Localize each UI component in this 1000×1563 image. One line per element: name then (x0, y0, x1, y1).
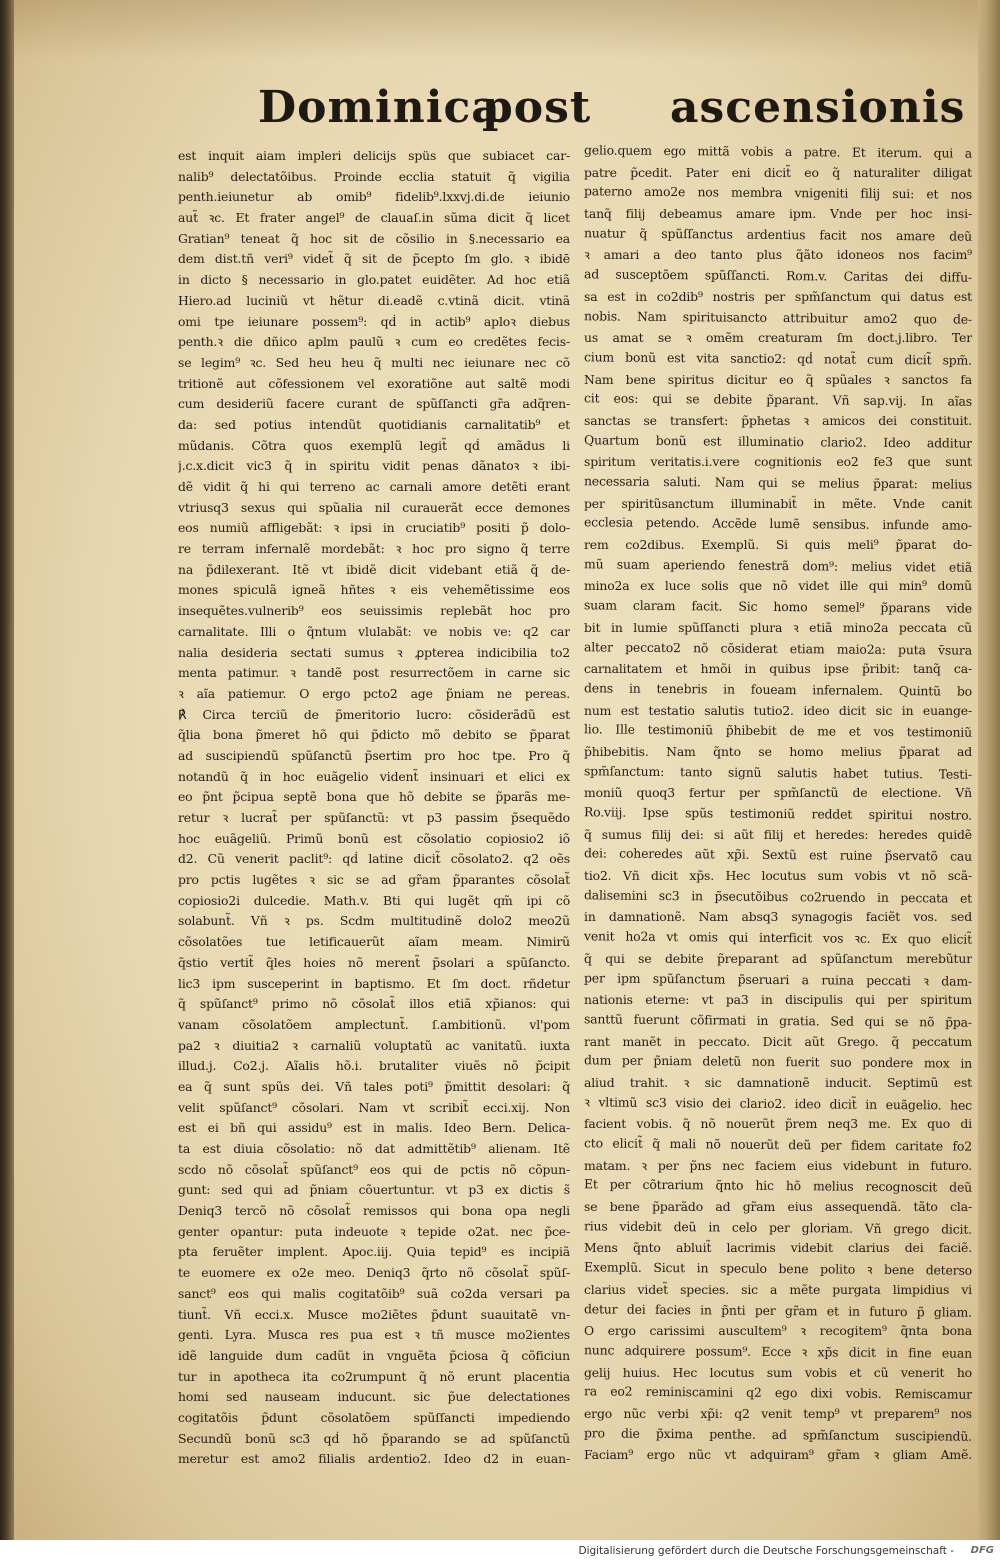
text-line: rem co2dibus. Exemplũ. Si quis meli⁹ p̃parat do- (584, 537, 972, 553)
footer-bar (0, 1540, 1000, 1563)
text-line: ra eo2 reminiscamini q2 ego dixi vobis. Remiscamur (583, 1383, 973, 1402)
text-line: spm̃ſanctum: tanto signũ salutis habet tutius. Testi- (583, 762, 973, 782)
running-head-word: Dominica (258, 82, 501, 133)
text-line: per ipm spũſanctum p̃seruari a ruina peccati ꝛ dam- (583, 969, 973, 989)
text-line: solabunt̃. Vñ ꝛ ps. Scdm multitudinẽ dolo2 meo2ũ (178, 913, 570, 929)
text-line: us amat se ꝛ omẽm creaturam ſm doct.j.libro. Ter (584, 330, 972, 346)
text-line: tanq̃ filij debeamus amare ipm. Vnde per hoc insi- (584, 206, 972, 222)
text-line: mũ suam aperiendo fenestrã dom⁹: melius videt etiã (583, 556, 973, 575)
text-line: velit spũſanct⁹ cõsolari. Nam vt scribit̃ ecci.xij. Non (178, 1099, 570, 1115)
text-line: Hiero.ad luciniũ vt hẽtur di.eadẽ c.vtinã dicit. vtinã (178, 292, 570, 308)
text-line: detur dei facies in p̃nti per gr̃am et in futuro p̃ gliam. (583, 1300, 973, 1320)
text-line: ꝛ aĩa patiemur. O ergo pcto2 age p̃niam ne pereas. (178, 685, 570, 701)
text-line: nalia desideria sectati sumus ꝛ ꝓpterea indicibilia to2 (178, 644, 570, 660)
text-line: dalisemini sc3 in p̃secutõibus co2ruendo in peccata et (583, 887, 973, 906)
text-line: te euomere ex o2e meo. Deniq3 q̃rto nõ cõsolat̃ spũſ- (178, 1265, 570, 1281)
text-line: necessaria saluti. Nam qui se melius p̃parat: melius (583, 473, 973, 492)
text-line: rius videbit deũ in celo per gloriam. Vñ grego dicit. (583, 1218, 973, 1237)
text-line: ad susceptõem spũſſancti. Rom.v. Caritas dei diffu- (583, 266, 973, 285)
text-line: rant manẽt in peccato. Dicit aũt Grego. q̃ peccatum (584, 1033, 972, 1049)
funding-credit: Digitalisierung gefördert durch die Deutsche Forschungsgemeinschaft - (578, 1545, 954, 1557)
text-line: Secundũ bonũ sc3 qḋ hõ p̃parando se ad spũſanctũ (178, 1430, 570, 1446)
running-head-word: ascensionis (670, 82, 966, 133)
text-line: nobis. Nam spirituisancto attribuitur amo2 quo de- (583, 307, 973, 327)
text-line: num est testatio salutis tutio2. ideo dicit sic in euange- (584, 702, 972, 718)
text-line: ad suscipiendũ spũſanctũ p̃sertim pro hoc tpe. Pro q̃ (178, 747, 570, 763)
text-line: se legim⁹ ꝛc. Sed heu heu q̃ multi nec ieiunare nec cõ (178, 354, 570, 370)
text-line: dens in tenebris in foueam infernalem. Quintũ bo (583, 680, 973, 699)
text-column-right (584, 142, 972, 1466)
text-line: Deniq3 tercõ nõ cõsolat̃ remissos qui bona opa negli (178, 1203, 570, 1219)
running-head (258, 82, 966, 142)
text-line: penth.ieiunetur ab omib⁹ fidelib⁹.lxxvj.di.de ieiunio (178, 189, 570, 205)
text-line: dẽ vidit q̃ hi qui terreno ac carnali amore detẽti erant (178, 479, 570, 494)
text-line: dum per p̃niam deletũ non fuerit suo pondere mox in (583, 1052, 973, 1071)
text-line: insequẽtes.vulnerib⁹ eos seuissimis replebãt hoc pro (178, 603, 570, 619)
text-line: ℟ Circa terciũ de p̃meritorio lucro: cõsiderãdũ est (178, 706, 570, 722)
text-line: mũdanis. Cõtra quos exemplũ legit̃ qḋ amãdus li (178, 437, 570, 453)
text-line: dem dist.tñ veri⁹ videt̃ q̃ sit de p̃cepto ſm glo. ꝛ ibidē (178, 251, 570, 267)
binding-edge (0, 0, 14, 1540)
text-line: cium bonũ est vita sanctio2: qḋ notat̃ cum dicit̃ spm̃. (583, 349, 973, 368)
page-edge (978, 0, 1000, 1540)
text-line: sanct⁹ eos qui malis cogitatõib⁹ suã co2da versari pa (178, 1285, 570, 1301)
text-line: aliud trahit. ꝛ sic damnationẽ inducit. Septimũ est (584, 1074, 972, 1090)
text-line: tiunt̃. Vñ ecci.x. Musce mo2iẽtes p̃dunt suauitatẽ vn- (178, 1306, 570, 1322)
text-line: cogitatõis p̃dunt cõsolatõem spũſſancti impediendo (178, 1409, 570, 1425)
text-line: ꝛ amari a deo tanto plus q̃ãto idoneos nos facim⁹ (584, 247, 972, 263)
text-line: Exemplũ. Sicut in speculo bene polito ꝛ bene deterso (583, 1259, 973, 1278)
text-line: mino2a ex luce solis que nõ videt ille qui min⁹ domũ (584, 578, 972, 594)
text-line: penth.ꝛ die dñico aplm paulũ ꝛ cum eo credẽtes fecis- (178, 334, 570, 350)
text-line: Quartum bonũ est illuminatio clario2. Ideo additur (583, 431, 973, 451)
text-line: cum desideriũ facere curant de spũſſancti gr̃a adq̃ren- (178, 396, 570, 412)
text-line: carnalitate. Illi o q̃ntum vlulabãt: ve nobis ve: q2 car (178, 623, 570, 639)
text-line: patre p̃cedit. Pater eni dicit̃ eo q̃ naturaliter diligat (584, 164, 972, 180)
text-line: paterno amo2e nos membra vnigeniti filij sui: et nos (583, 183, 973, 203)
text-line: dei: coheredes aũt xp̃i. Sextũ est ruine p̃servatõ cau (583, 845, 973, 865)
text-line: matam. ꝛ per p̃ns nec faciem eius videbunt in futuro. (584, 1157, 972, 1173)
text-line: pro pctis lugẽtes ꝛ sic se ad gr̃am p̃parantes cõsolat̃ (178, 872, 570, 888)
text-line: lic3 ipm susceperint in baptismo. Et ſm doct. rñdetur (178, 975, 570, 991)
text-line: nuatur q̃ spũſſanctus ardentius facit nos amare deũ (583, 225, 973, 244)
text-line: q̃stio vertit̃ q̃les hoies nõ merent̃ p̃solari a spũſancto. (178, 954, 570, 970)
text-line: da: sed potius intendũt quotidianis carnalitatib⁹ et (178, 416, 570, 432)
text-line: gelij huius. Hec locutus sum vobis et cũ venerit ho (584, 1364, 972, 1380)
text-line: Ro.viij. Ipse spũs testimoniũ reddet spiritui nostro. (583, 804, 973, 823)
text-line: Mens q̃nto abluit̃ lacrimis videbit clarius dei faciẽ. (584, 1240, 972, 1256)
text-line: nunc adquirere possum⁹. Ecce ꝛ xp̃s dicit in fine euan (583, 1342, 973, 1361)
top-stain (12, 0, 992, 60)
text-line: se bene p̃parãdo ad gr̃am eius assequendã. tãto cla- (584, 1199, 972, 1215)
text-line: p̃hibebitis. Nam q̃nto se homo melius p̃parat ad (584, 743, 972, 759)
text-line: venit ho2a vt omis qui interficit vos ꝛc. Ex quo elicit̃ (583, 928, 973, 947)
text-line: est inquit aiam impleri delicijs spüs que subiacet car- (178, 148, 570, 163)
text-line: santtũ fuerunt cõfirmati in gratia. Sed qui se nõ p̃pa- (583, 1011, 973, 1030)
text-line: bit in lumie spũſſancti plura ꝛ etiã mino2a peccata cũ (584, 619, 972, 635)
text-line: hoc euãgeliũ. Primũ bonũ est cõsolatio copiosio2 iõ (178, 830, 570, 846)
text-line: q̃ spũſanct⁹ primo nõ cõsolat̃ illos etiã xp̃ianos: qui (178, 996, 570, 1012)
text-line: genter opantur: puta indeuote ꝛ tepide o2at. nec p̃ce- (178, 1223, 570, 1239)
text-line: omi tpe ieiunare possem⁹: qḋ in actib⁹ aploꝛ diebus (178, 313, 570, 329)
text-line: tritionẽ aut cõfessionem vel exoratiõne aut saltẽ modi (178, 375, 570, 391)
text-line: ecclesia petendo. Accẽde lumẽ sensibus. infunde amo- (583, 514, 973, 534)
text-line: Nam bene spiritus dicitur eo q̃ spũales ꝛ sanctos fa (584, 371, 972, 387)
text-line: mones spiculã igneã hñtes ꝛ eis vehemẽtissime eos (178, 582, 570, 598)
text-line: sa est in co2dib⁹ nostris per spm̃ſanctum qui datus est (584, 288, 972, 304)
text-line: moniũ quoq3 fertur per spm̃ſanctũ de electione. Vñ (584, 785, 972, 801)
text-line: Faciam⁹ ergo nũc vt adquiram⁹ gr̃am ꝛ gliam Amẽ. (584, 1447, 972, 1463)
text-line: menta patimur. ꝛ tandẽ post resurrectõem in carne sic (178, 665, 570, 681)
text-line: vtriusq3 sexus qui spũalia nil curauerãt ecce demones (178, 499, 570, 515)
text-line: suam claram facit. Sic homo semel⁹ p̃parans vide (583, 597, 973, 616)
text-line: gelio.quem ego mittã vobis a patre. Et iterum. qui a (583, 142, 973, 161)
text-line: Et per cõtrarium q̃nto hic hõ melius recognoscit deũ (583, 1176, 973, 1196)
text-line: idẽ languide dum cadũt in vnguẽta p̃ciosa q̃ cõficiun (178, 1347, 570, 1363)
text-line: eo p̃nt p̃cipua septẽ bona que hõ debite se p̃parãs me- (178, 789, 570, 805)
text-line: pta feruẽter implent. Apoc.iij. Quia tepid⁹ es incipiã (178, 1244, 570, 1260)
text-line: nalib⁹ delectatõibus. Proinde ecclia statuit q̃ vigilia (178, 168, 570, 184)
text-line: meretur est amo2 filialis ardentio2. Ideo d2 in euan- (178, 1451, 570, 1467)
text-line: homi sed nauseam inducunt. sic p̃ue delectationes (178, 1389, 570, 1405)
text-line: in damnationẽ. Nam absq3 synagogis faciẽt vos. sed (584, 909, 972, 925)
text-line: pro die p̃xima penthe. ad spm̃ſanctum suscipiendũ. (583, 1424, 973, 1444)
text-line: tur in apotheca ita co2rumpunt q̃ nõ erunt placentia (178, 1368, 570, 1384)
text-line: scdo nõ cõsolat̃ spũſanct⁹ eos qui de pctis nõ cõpun- (178, 1161, 570, 1177)
text-line: facient vobis. q̃ nõ nouerũt p̃rem neq3 me. Ex quo di (584, 1116, 972, 1132)
text-line: cõsolatões tue letificauerũt aĩam meam. Nimirũ (178, 934, 570, 950)
text-line: ergo nũc verbi xp̃i: q2 venit temp⁹ vt preparem⁹ nos (584, 1405, 972, 1421)
text-line: ꝛ vltimũ sc3 visio dei clario2. ideo dicit̃ in euãgelio. hec (583, 1093, 973, 1113)
running-head-word: post (482, 82, 592, 133)
text-line: pa2 ꝛ diuitia2 ꝛ carnaliũ voluptatũ ac vanitatũ. iuxta (178, 1037, 570, 1053)
text-line: carnalitatem et hmõi in quibus ipse p̃ribit: tanq̃ ca- (584, 661, 972, 677)
text-line: eos numiũ affligebãt: ꝛ ipsi in cruciatib⁹ positi p̃ dolo- (178, 520, 570, 536)
text-line: j.c.x.dicit vic3 q̃ in spiritu vidit penas dãnatoꝛ ꝛ ibi- (178, 458, 570, 474)
text-line: q̃ qui se debite p̃reparant ad spũſanctum merebũtur (584, 950, 972, 966)
text-line: in dicto § necessario in glo.patet euidẽter. Ad hoc etiã (178, 272, 570, 288)
text-line: per spiritũsanctum illuminabit̃ in mẽte. Vnde canit (584, 495, 972, 511)
text-line: sanctas se transfert: p̃phetas ꝛ amicos dei constituit. (584, 412, 972, 428)
text-line: Gratian⁹ teneat q̃ hoc sit de cõsilio in §.necessario ea (178, 230, 570, 246)
text-line: ea q̃ sunt spũs dei. Vñ tales poti⁹ p̃mittit desolari: q̃ (178, 1078, 570, 1094)
text-line: alter peccato2 nõ cõsiderat etiam maio2a: puta v̄sura (583, 638, 973, 658)
text-line: na p̃dilexerant. Itẽ vt ibidẽ dicit videbant etiã q̃ de- (178, 561, 570, 577)
text-line: copiosio2i dulcedie. Math.v. Bti qui lugẽt qm̃ ipi cõ (178, 892, 570, 908)
text-line: lio. Ille testimoniũ p̃hibebit de me et vos testimoniũ (583, 721, 973, 740)
text-line: aut̃ ꝛc. Et frater angel⁹ de clauaſ.in sũma dicit q̃ licet (178, 210, 570, 226)
text-line: re terram infernalẽ mordebãt: ꝛ hoc pro signo q̃ terre (178, 541, 570, 557)
text-line: nationis eterne: vt pa3 in discipulis qui per spiritum (584, 992, 972, 1008)
text-line: cit eos: qui se debite p̃parant. Vñ sap.vij. In aĩas (583, 390, 973, 409)
text-line: notandũ q̃ in hoc euãgelio vident̃ insinuari et elici ex (178, 768, 570, 784)
text-line: cto elicit̃ q̃ mali nõ nouerũt deũ per fidem caritate fo2 (583, 1135, 973, 1154)
text-line: spiritum veritatis.i.vere cognitionis eo2 fe3 que sunt (584, 454, 972, 470)
dfg-logo: DFG (970, 1545, 994, 1556)
text-line: q̃ sumus filij dei: si aũt filij et heredes: heredes quidẽ (584, 826, 972, 842)
text-line: tio2. Vñ dicit xp̃s. Hec locutus sum vobis vt nõ scã- (584, 868, 972, 884)
text-line: O ergo carissimi auscultem⁹ ꝛ recogitem⁹ q̃nta bona (584, 1323, 972, 1339)
text-line: q̃lia bona p̃meret hõ qui p̃dicto mõ debito se p̃parat (178, 727, 570, 743)
text-line: illud.j. Co2.j. Aĩalis hõ.i. brutaliter viuẽs nõ p̃cipit (178, 1058, 570, 1074)
text-line: vanam cõsolatõem amplectunt̃. ſ.ambitionũ. vl'pom (178, 1016, 570, 1032)
text-column-left (178, 146, 570, 1470)
text-line: genti. Lyra. Musca res pua est ꝛ tñ musce mo2ientes (178, 1327, 570, 1343)
text-line: clarius videt̃ species. sic a mẽte purgata limpidius vi (584, 1281, 972, 1297)
text-line: gunt: sed qui ad p̃niam cõuertuntur. vt p3 ex dictis s̃ (178, 1182, 570, 1198)
text-line: est ei bñ qui assidu⁹ est in malis. Ideo Bern. Delica- (178, 1120, 570, 1136)
text-line: d2. Cũ venerit paclit⁹: qḋ latine dicit̃ cõsolato2. q2 oẽs (178, 851, 570, 867)
text-line: retur ꝛ lucrat̃ per spũſanctũ: vt p3 passim p̃sequẽdo (178, 810, 570, 825)
text-line: ta est diuia cõsolatio: nõ dat admittẽtib⁹ alienam. Itẽ (178, 1141, 570, 1156)
